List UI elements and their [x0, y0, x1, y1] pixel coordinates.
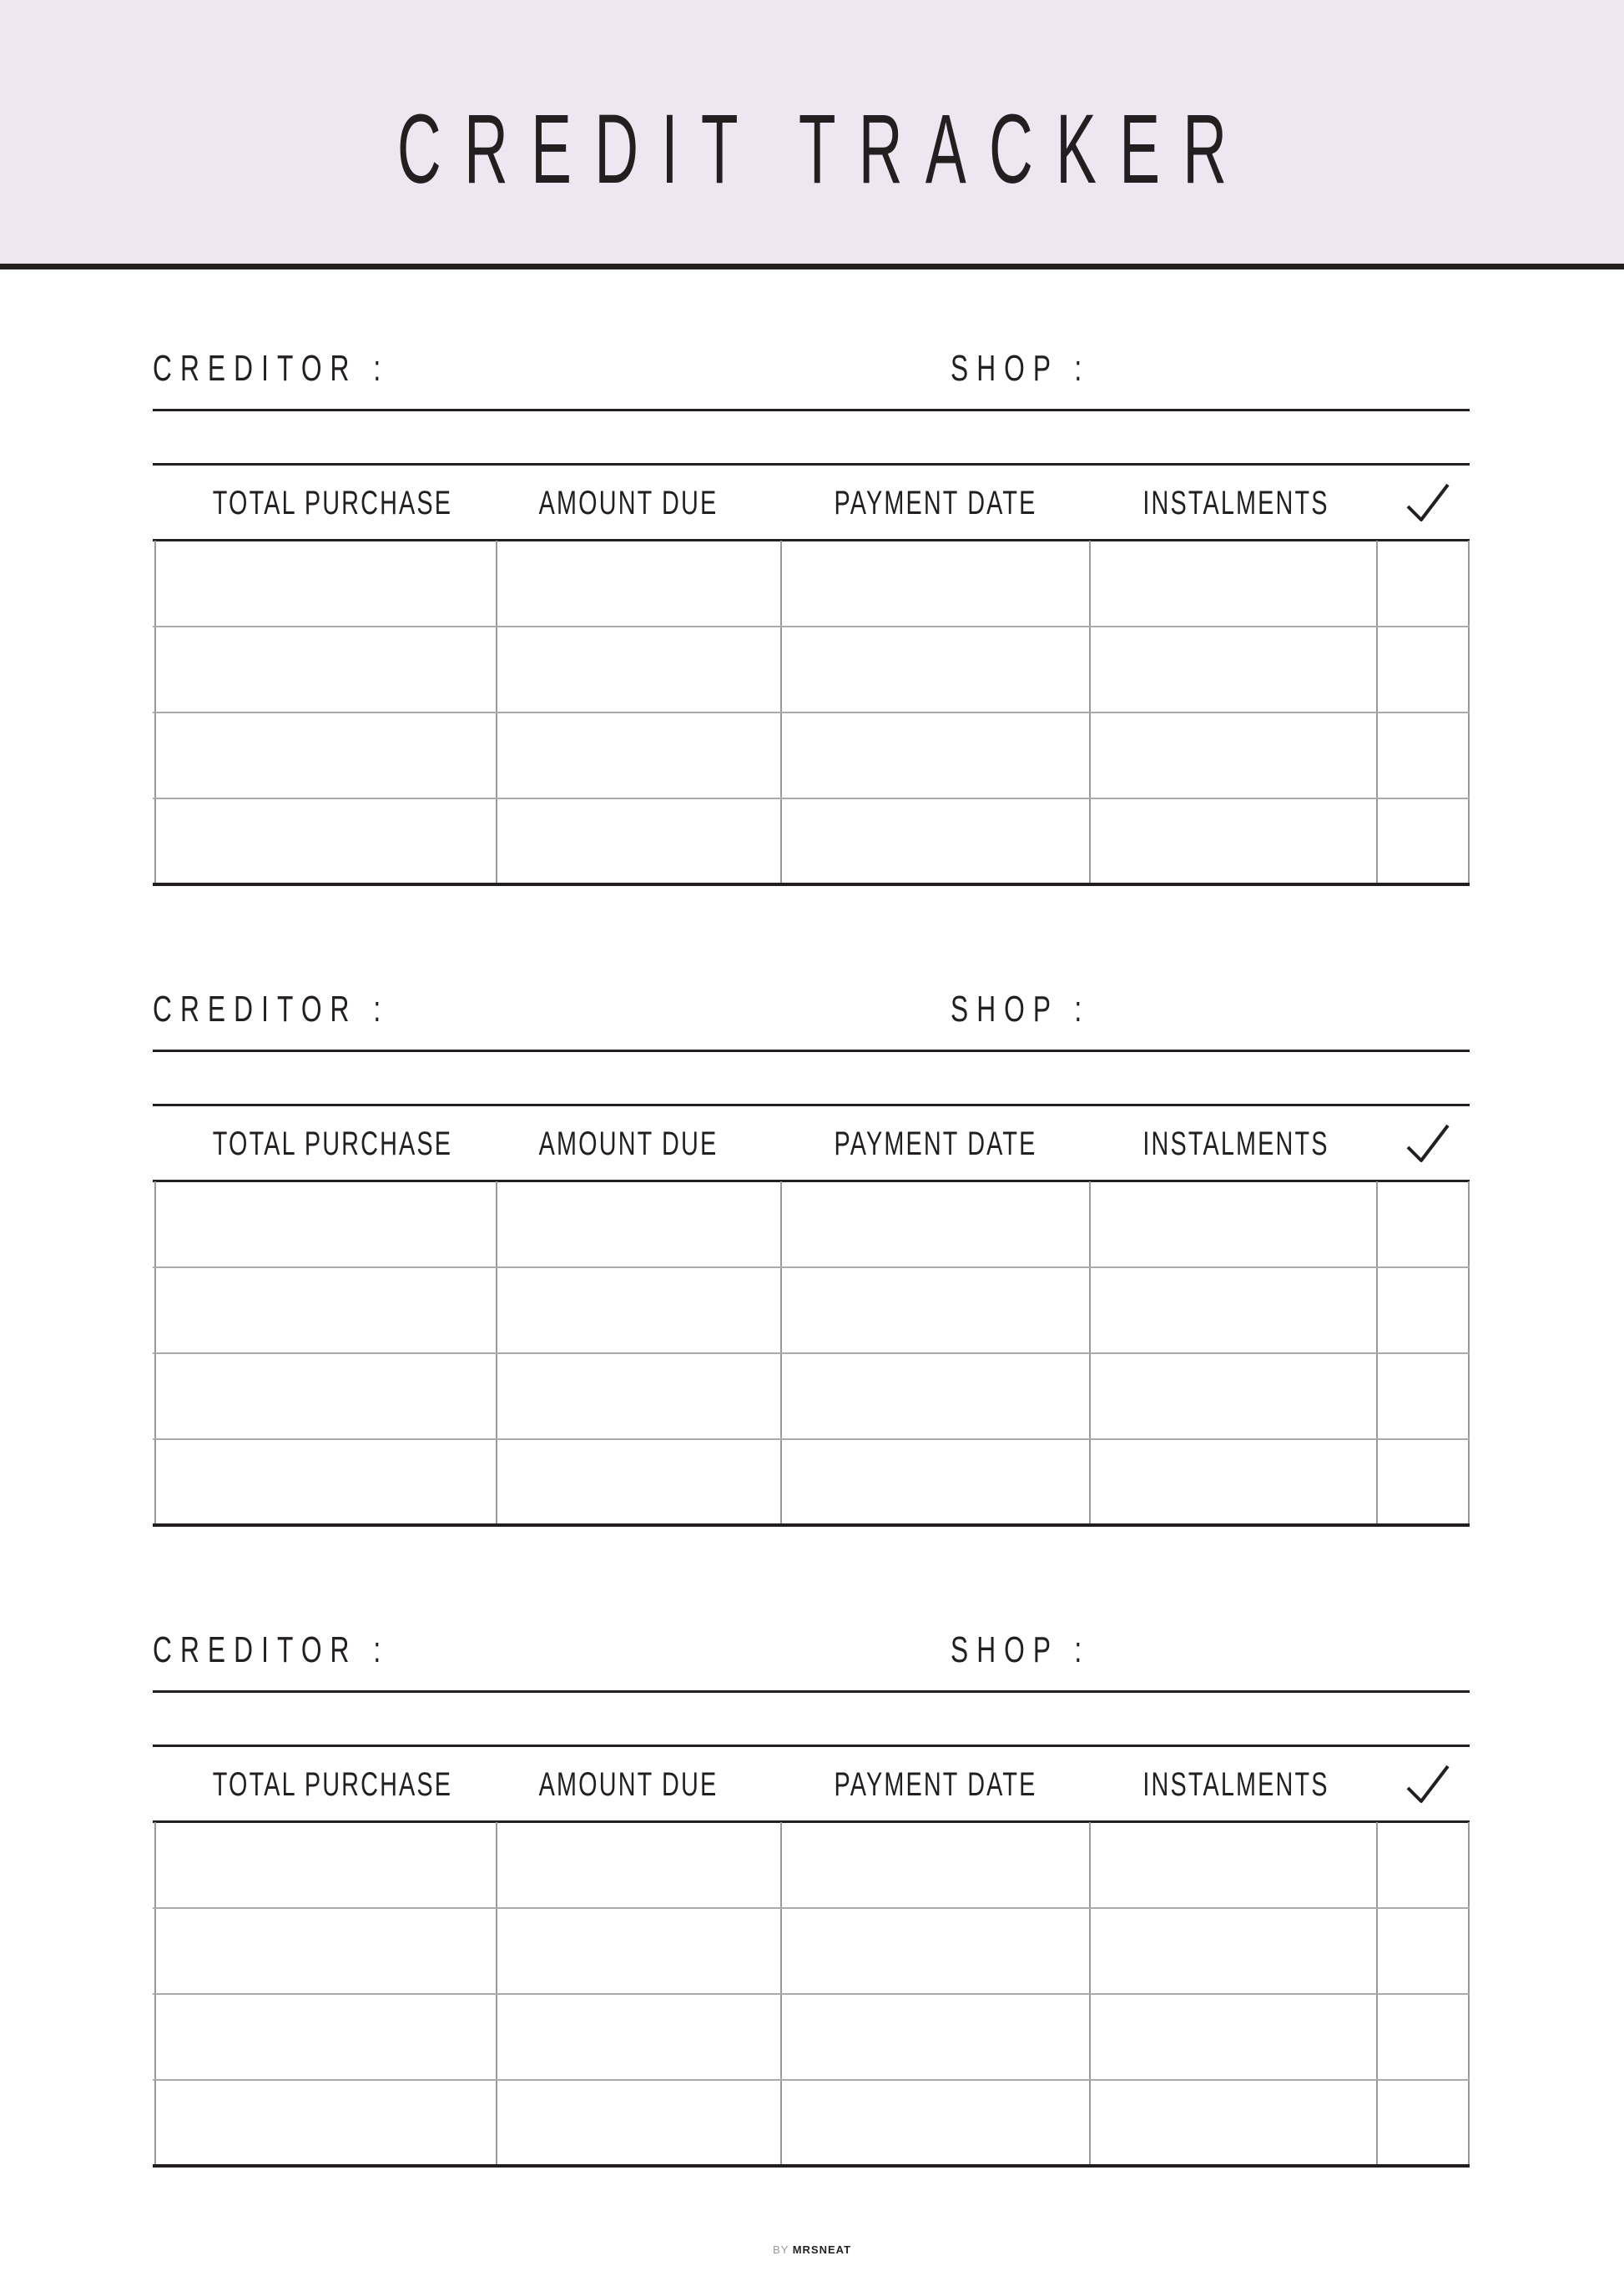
credit-section-2 — [153, 991, 1470, 1529]
footer-brand: MRSNEAT — [792, 2243, 852, 2256]
column-header-instalments: INSTALMENTS — [1142, 1125, 1329, 1162]
entry-table — [153, 1822, 1470, 2167]
table-header — [153, 486, 1470, 528]
creditor-shop-input-line[interactable] — [153, 1690, 1470, 1693]
column-header-total-purchase: TOTAL PURCHASE — [212, 485, 453, 521]
check-icon — [1405, 480, 1451, 526]
column-header-amount-due: AMOUNT DUE — [538, 1125, 719, 1162]
column-header-total-purchase: TOTAL PURCHASE — [212, 1125, 453, 1162]
entry-table — [153, 541, 1470, 885]
table-header — [153, 1768, 1470, 1810]
creditor-label: CREDITOR : — [153, 348, 390, 389]
check-icon — [1405, 1761, 1451, 1808]
column-header-payment-date: PAYMENT DATE — [834, 1766, 1037, 1803]
credit-section-3 — [153, 1629, 1470, 2170]
column-header-payment-date: PAYMENT DATE — [834, 485, 1037, 521]
creditor-label: CREDITOR : — [153, 1629, 390, 1670]
column-header-total-purchase: TOTAL PURCHASE — [212, 1766, 453, 1803]
column-header-payment-date: PAYMENT DATE — [834, 1125, 1037, 1162]
credit-section-1 — [153, 350, 1470, 889]
column-header-amount-due: AMOUNT DUE — [538, 485, 719, 521]
column-header-amount-due: AMOUNT DUE — [538, 1766, 719, 1803]
table-top-rule — [153, 463, 1470, 466]
creditor-shop-input-line[interactable] — [153, 409, 1470, 411]
footer-credit — [0, 2243, 1624, 2256]
table-top-rule — [153, 1104, 1470, 1106]
creditor-label: CREDITOR : — [153, 989, 390, 1030]
column-header-instalments: INSTALMENTS — [1142, 485, 1329, 521]
entry-table — [153, 1181, 1470, 1526]
check-icon — [1405, 1120, 1451, 1167]
footer-by: BY — [772, 2243, 789, 2256]
table-header — [153, 1127, 1470, 1169]
column-header-instalments: INSTALMENTS — [1142, 1766, 1329, 1803]
table-row[interactable] — [153, 541, 496, 626]
shop-label: SHOP : — [951, 348, 1091, 389]
shop-label: SHOP : — [951, 989, 1091, 1030]
page-header — [0, 0, 1624, 269]
creditor-shop-input-line[interactable] — [153, 1050, 1470, 1052]
shop-label: SHOP : — [951, 1629, 1091, 1670]
page-title: CREDIT TRACKER — [396, 94, 1250, 204]
table-top-rule — [153, 1745, 1470, 1747]
